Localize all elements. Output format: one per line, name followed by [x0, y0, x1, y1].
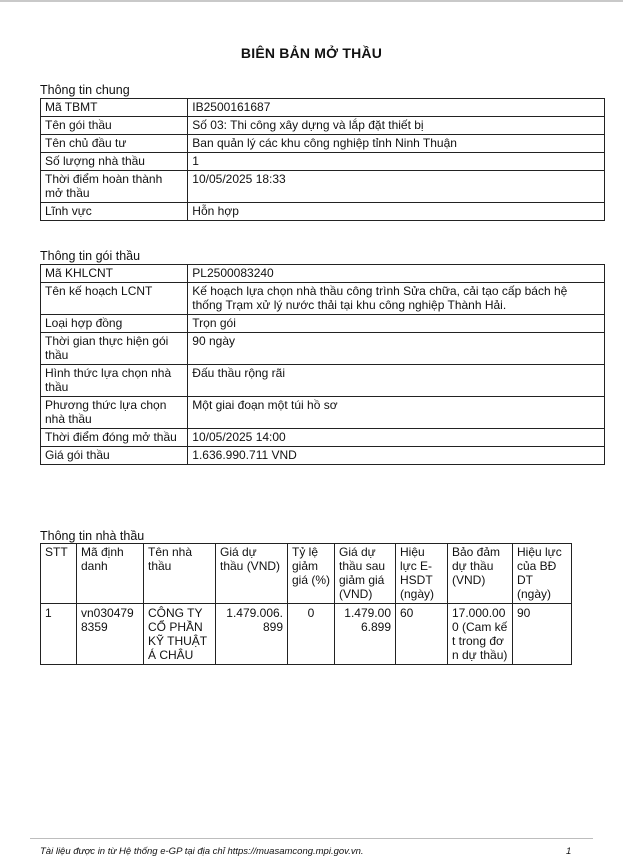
table-row — [41, 171, 605, 203]
page-title: BIÊN BẢN MỞ THẦU — [240, 45, 383, 61]
row-value: IB2500161687 — [188, 99, 605, 117]
row-value: 1.636.990.711 VND — [188, 447, 605, 465]
table-row — [41, 203, 605, 221]
table-row — [41, 153, 605, 171]
row-value: Đấu thầu rộng rãi — [188, 365, 605, 397]
row-value: Một giai đoạn một túi hồ sơ — [188, 397, 605, 429]
table-row — [41, 135, 605, 153]
row-value: PL2500083240 — [188, 265, 605, 283]
row-value: Kế hoạch lựa chọn nhà thầu công trình Sửa chữa, cải tạo cấp bách hệ thống Trạm xử lý nước thải tại khu công nghiệp Thành Hải. — [188, 283, 605, 315]
column-header: Giá dự thầu (VND) — [216, 544, 288, 604]
bidders-heading: Thông tin nhà thầu — [40, 529, 145, 543]
row-label: Lĩnh vực — [41, 203, 188, 221]
general-table — [40, 98, 605, 221]
table-row — [41, 265, 605, 283]
cell-discount: 0 — [288, 604, 335, 665]
row-value: Hỗn hợp — [188, 203, 605, 221]
table-row — [41, 429, 605, 447]
row-label: Số lượng nhà thầu — [41, 153, 188, 171]
cell-guarantee: 17.000.000 (Cam kết trong đơn dự thầu) — [448, 604, 513, 665]
table-header-row — [41, 544, 572, 604]
row-value: 10/05/2025 14:00 — [188, 429, 605, 447]
cell-validity: 60 — [396, 604, 448, 665]
footer-divider — [30, 838, 593, 839]
table-row — [41, 315, 605, 333]
row-label: Phương thức lựa chọn nhà thầu — [41, 397, 188, 429]
column-header: Mã định danh — [77, 544, 144, 604]
page-number: 1 — [566, 846, 572, 857]
row-value: 10/05/2025 18:33 — [188, 171, 605, 203]
footer-text: Tài liệu được in từ Hệ thống e-GP tại địa chỉ https://muasamcong.mpi.gov.vn. — [40, 846, 364, 857]
row-value: Ban quản lý các khu công nghiệp tỉnh Ninh Thuận — [188, 135, 605, 153]
row-label: Mã KHLCNT — [41, 265, 188, 283]
row-label: Thời điểm đóng mở thầu — [41, 429, 188, 447]
table-row — [41, 365, 605, 397]
row-label: Thời gian thực hiện gói thầu — [41, 333, 188, 365]
cell-guarantee-validity: 90 — [513, 604, 572, 665]
row-label: Thời điểm hoàn thành mở thầu — [41, 171, 188, 203]
column-header: STT — [41, 544, 77, 604]
cell-stt: 1 — [41, 604, 77, 665]
table-row — [41, 117, 605, 135]
row-value: Trọn gói — [188, 315, 605, 333]
row-label: Tên gói thầu — [41, 117, 188, 135]
row-value: 1 — [188, 153, 605, 171]
general-heading: Thông tin chung — [40, 83, 130, 97]
row-label: Mã TBMT — [41, 99, 188, 117]
top-border — [0, 0, 623, 2]
table-row — [41, 604, 572, 665]
row-label: Loại hợp đồng — [41, 315, 188, 333]
table-row — [41, 283, 605, 315]
row-label: Tên kế hoạch LCNT — [41, 283, 188, 315]
row-label: Tên chủ đầu tư — [41, 135, 188, 153]
cell-id: vn0304798359 — [77, 604, 144, 665]
cell-price: 1.479.006.899 — [216, 604, 288, 665]
row-label: Giá gói thầu — [41, 447, 188, 465]
column-header: Tỷ lệ giảm giá (%) — [288, 544, 335, 604]
table-row — [41, 99, 605, 117]
cell-name: CÔNG TY CỔ PHẦN KỸ THUẬT Á CHÂU — [144, 604, 216, 665]
row-value: 90 ngày — [188, 333, 605, 365]
column-header: Hiệu lực của BĐ DT (ngày) — [513, 544, 572, 604]
column-header: Bảo đảm dự thầu (VND) — [448, 544, 513, 604]
package-heading: Thông tin gói thầu — [40, 249, 141, 263]
table-row — [41, 333, 605, 365]
table-row — [41, 447, 605, 465]
column-header: Giá dự thầu sau giảm giá (VND) — [335, 544, 396, 604]
row-label: Hình thức lựa chọn nhà thầu — [41, 365, 188, 397]
bidders-table — [40, 543, 572, 665]
table-row — [41, 397, 605, 429]
column-header: Tên nhà thầu — [144, 544, 216, 604]
column-header: Hiệu lực E-HSDT (ngày) — [396, 544, 448, 604]
package-table — [40, 264, 605, 465]
cell-price-after: 1.479.006.899 — [335, 604, 396, 665]
row-value: Số 03: Thi công xây dựng và lắp đặt thiết bị — [188, 117, 605, 135]
